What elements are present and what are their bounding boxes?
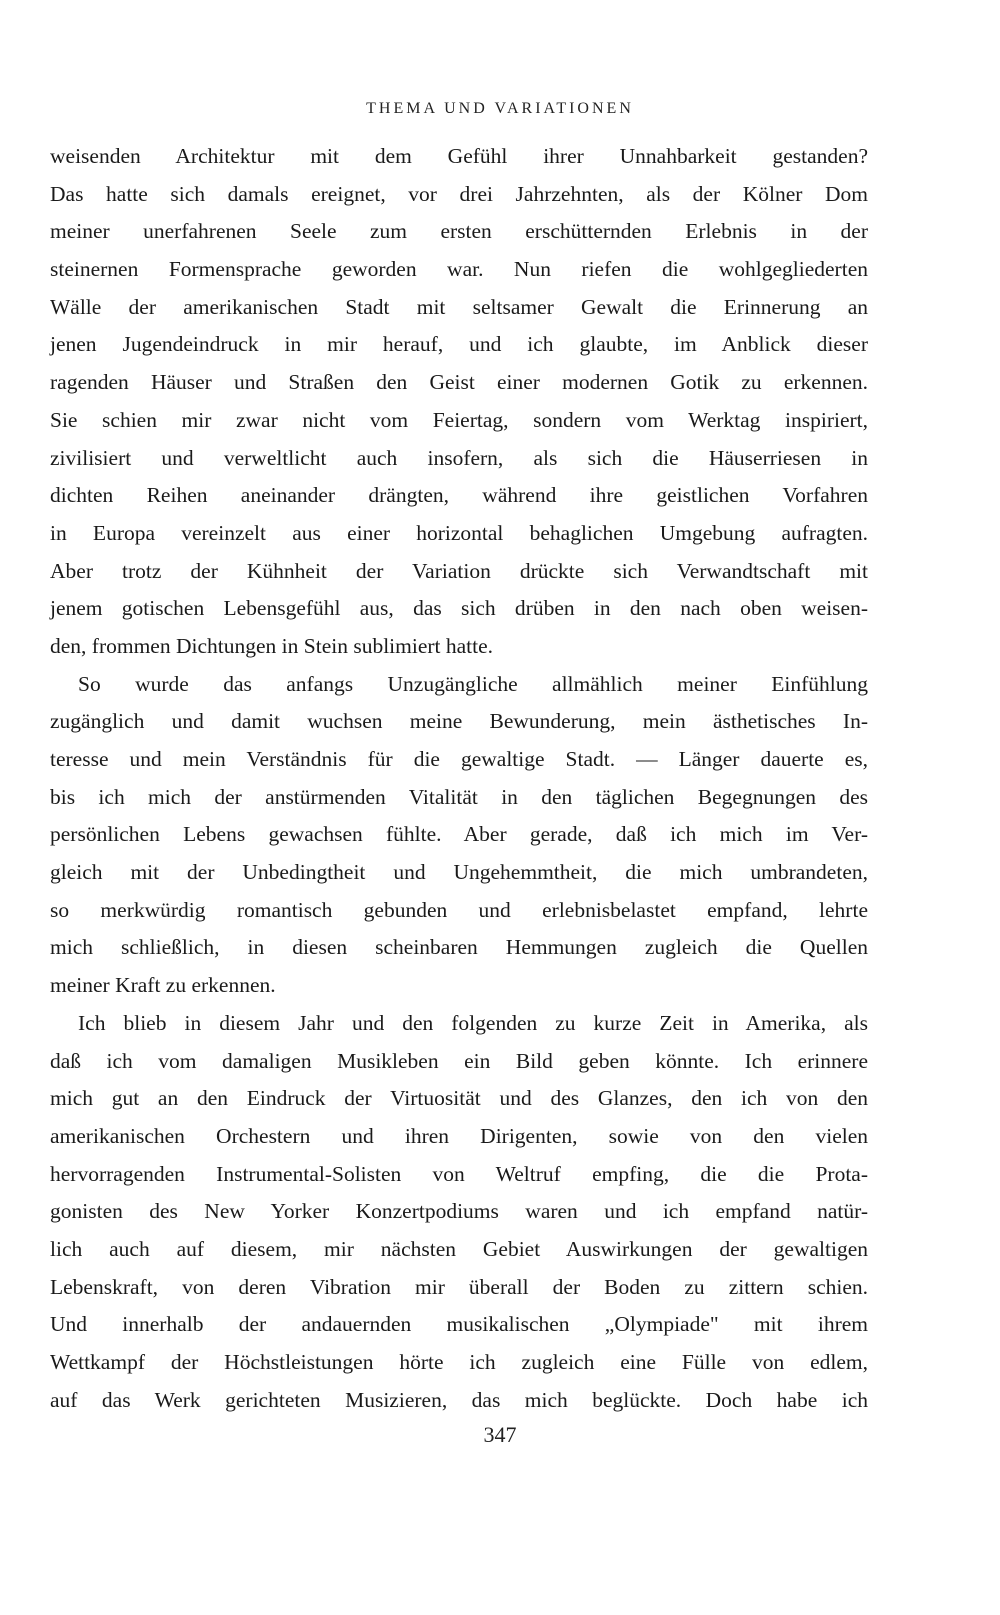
text-line: So wurde das anfangs Unzugängliche allmählich meiner Einfühlung <box>78 671 868 696</box>
text-line: Aber trotz der Kühnheit der Variation drückte sich Verwandtschaft mit <box>50 558 868 583</box>
text-line: weisenden Architektur mit dem Gefühl ihrer Unnahbarkeit gestanden? <box>50 144 868 168</box>
text-line: meiner Kraft zu erkennen. <box>50 973 276 998</box>
text-line: jenen Jugendeindruck in mir herauf, und ich glaubte, im Anblick dieser <box>50 332 868 357</box>
text-line: Ich blieb in diesem Jahr und den folgenden zu kurze Zeit in Amerika, als <box>78 1010 868 1035</box>
running-head: THEMA UND VARIATIONEN <box>366 100 634 117</box>
page-number: 347 <box>483 1422 517 1447</box>
paragraph-1 <box>50 138 868 666</box>
text-line: Und innerhalb der andauernden musikalischen „Olympiade" mit ihrem <box>50 1312 868 1337</box>
text-line: den, frommen Dichtungen in Stein sublimiert hatte. <box>50 633 494 658</box>
body-text <box>50 138 868 1419</box>
text-line: Wettkampf der Höchstleistungen hörte ich zugleich eine Fülle von edlem, <box>50 1350 868 1374</box>
text-line: auf das Werk gerichteten Musizieren, das mich beglückte. Doch habe ich <box>50 1387 868 1412</box>
text-line: bis ich mich der anstürmenden Vitalität in den täglichen Begegnungen des <box>50 784 868 809</box>
text-line: steinernen Formensprache geworden war. Nun riefen die wohlgegliederten <box>50 257 868 282</box>
text-line: persönlichen Lebens gewachsen fühlte. Aber gerade, daß ich mich im Ver- <box>50 822 868 847</box>
text-line: Lebenskraft, von deren Vibration mir überall der Boden zu zittern schien. <box>50 1274 868 1299</box>
text-line: jenem gotischen Lebensgefühl aus, das sich drüben in den nach oben weisen- <box>50 596 868 621</box>
text-line: mich schließlich, in diesen scheinbaren Hemmungen zugleich die Quellen <box>50 935 868 960</box>
paragraph-2 <box>50 666 868 1005</box>
text-line: Das hatte sich damals ereignet, vor drei Jahrzehnten, als der Kölner Dom <box>50 181 868 206</box>
text-line: mich gut an den Eindruck der Virtuosität und des Glanzes, den ich von den <box>50 1086 868 1111</box>
text-line: amerikanischen Orchestern und ihren Dirigenten, sowie von den vielen <box>50 1123 868 1148</box>
text-line: lich auch auf diesem, mir nächsten Gebiet Auswirkungen der gewaltigen <box>50 1236 868 1261</box>
text-line: hervorragenden Instrumental-Solisten von Weltruf empfing, die die Prota- <box>50 1161 868 1186</box>
text-line: Wälle der amerikanischen Stadt mit seltsamer Gewalt die Erinnerung an <box>50 294 868 319</box>
text-line: in Europa vereinzelt aus einer horizontal behaglichen Umgebung aufragten. <box>50 520 868 545</box>
paragraph-3 <box>50 1005 868 1420</box>
text-line: zivilisiert und verweltlicht auch insofern, als sich die Häuserriesen in <box>50 445 868 470</box>
text-line: gonisten des New Yorker Konzertpodiums waren und ich empfand natür- <box>50 1199 868 1224</box>
text-line: teresse und mein Verständnis für die gewaltige Stadt. — Länger dauerte es, <box>50 747 868 771</box>
text-line: Sie schien mir zwar nicht vom Feiertag, sondern vom Werktag inspiriert, <box>50 407 868 432</box>
text-line: daß ich vom damaligen Musikleben ein Bild geben könnte. Ich erinnere <box>50 1048 868 1073</box>
text-line: zugänglich und damit wuchsen meine Bewunderung, mein ästhetisches In- <box>50 709 868 734</box>
text-line: ragenden Häuser und Straßen den Geist einer modernen Gotik zu erkennen. <box>50 370 868 395</box>
text-line: meiner unerfahrenen Seele zum ersten erschütternden Erlebnis in der <box>50 219 868 244</box>
text-line: dichten Reihen aneinander drängten, während ihre geistlichen Vorfahren <box>50 483 868 508</box>
text-line: gleich mit der Unbedingtheit und Ungehemmtheit, die mich umbrandeten, <box>50 860 868 885</box>
text-line: so merkwürdig romantisch gebunden und erlebnisbelastet empfand, lehrte <box>50 897 868 922</box>
